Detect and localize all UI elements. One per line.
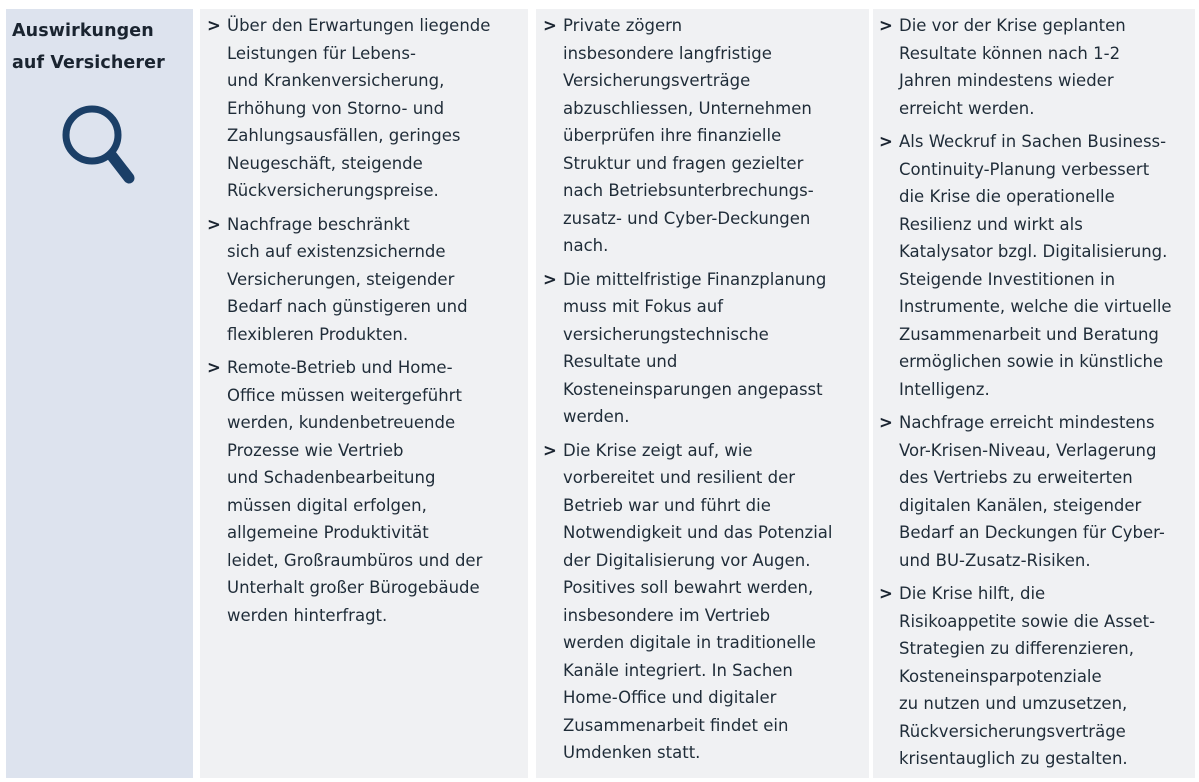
bullet-text-line: werden, kundenbetreuende (227, 413, 456, 432)
bullet-text-line: Resultate können nach 1-2 (899, 43, 1121, 63)
bullet-text-line: nach Betriebsunterbrechungs- (563, 181, 814, 200)
bullet-text-line: erreicht werden. (899, 98, 1035, 118)
bullet-text-line: Remote-Betrieb und Home- (227, 358, 453, 377)
bullet-list (543, 12, 867, 773)
bullet-text-line: Instrumente, welche die virtuelle (899, 297, 1172, 316)
header-column (6, 9, 193, 778)
bullet-text-line: Strategien zu differenzieren, (899, 639, 1135, 658)
bullet-item (879, 580, 1193, 773)
bullet-text-line: digitalen Kanälen, steigender (899, 495, 1142, 515)
bullet-text-line: Zusammenarbeit findet ein (563, 715, 789, 735)
bullet-text-line: Zahlungsausfällen, geringes (227, 126, 461, 145)
bullet-item (879, 409, 1193, 574)
bullet-text-line: Private zögern (563, 16, 683, 35)
bullet-text-line: Risikoappetite sowie die Asset- (899, 611, 1156, 631)
impact-column-1 (200, 9, 528, 778)
bullet-item (207, 354, 527, 629)
bullet-text-line: Unterhalt großer Bürogebäude (227, 578, 480, 597)
bullet-item (207, 12, 527, 205)
bullet-text-line: Nachfrage beschränkt (227, 214, 410, 234)
bullet-text-line: krisentauglich zu gestalten. (899, 749, 1128, 768)
bullet-item (543, 437, 867, 767)
bullet-text-line: Office müssen weitergeführt (227, 385, 462, 405)
bullet-text-line: muss mit Fokus auf (563, 297, 724, 316)
bullet-text-line: Nachfrage erreicht mindestens (899, 413, 1155, 432)
bullet-list (879, 12, 1193, 779)
bullet-text-line: Resilienz und wirkt als (899, 214, 1083, 234)
bullet-marker: > (879, 584, 893, 603)
bullet-text-line: sich auf existenzsichernde (227, 242, 446, 261)
bullet-marker: > (543, 269, 557, 289)
bullet-text-line: nach. (563, 236, 609, 255)
bullet-marker: > (879, 132, 893, 151)
bullet-text-line: Die mittelfristige Finanzplanung (563, 269, 827, 289)
bullet-text-line: Resultate und (563, 352, 678, 371)
bullet-text-line: leidet, Großraumbüros und der (227, 550, 483, 570)
bullet-text-line: und Schadenbearbeitung (227, 468, 436, 487)
bullet-text-line: Versicherungen, steigender (227, 269, 455, 289)
bullet-text-line: Katalysator bzgl. Digitalisierung. (899, 242, 1168, 261)
bullet-text-line: Bedarf nach günstigeren und (227, 297, 468, 316)
bullet-marker: > (543, 440, 557, 460)
bullet-text-line: ermöglichen sowie in künstliche (899, 352, 1164, 371)
bullet-text-line: Rückversicherungspreise. (227, 181, 439, 200)
bullet-item (543, 266, 867, 431)
bullet-text-line: Struktur und fragen gezielter (563, 153, 804, 173)
bullet-marker: > (207, 358, 221, 377)
bullet-text-line: Leistungen für Lebens- (227, 43, 416, 63)
bullet-text-line: Betrieb war und führt die (563, 495, 771, 515)
bullet-text-line: Jahren mindestens wieder (899, 71, 1114, 90)
bullet-text-line: Erhöhung von Storno- und (227, 98, 445, 118)
bullet-text-line: Die Krise zeigt auf, wie (563, 440, 753, 460)
bullet-text-line: die Krise die operationelle (899, 187, 1115, 206)
bullet-text-line: Neugeschäft, steigende (227, 153, 423, 173)
bullet-text-line: versicherungstechnische (563, 324, 769, 344)
bullet-text-line: Bedarf an Deckungen für Cyber- (899, 523, 1165, 542)
bullet-text-line: allgemeine Produktivität (227, 523, 429, 542)
bullet-marker: > (879, 16, 893, 35)
bullet-text-line: Continuity-Planung verbessert (899, 159, 1150, 179)
bullet-text-line: und BU-Zusatz-Risiken. (899, 550, 1091, 570)
bullet-text-line: insbesondere im Vertrieb (563, 605, 771, 625)
bullet-marker: > (879, 413, 893, 432)
bullet-text-line: Versicherungsverträge (563, 71, 751, 90)
bullet-text-line: Über den Erwartungen liegende (227, 16, 491, 35)
bullet-text-line: Umdenken statt. (563, 743, 701, 762)
bullet-text-line: Home-Office und digitaler (563, 688, 777, 707)
bullet-text-line: insbesondere langfristige (563, 43, 772, 63)
bullet-text-line: abzuschliessen, Unternehmen (563, 98, 812, 118)
bullet-text-line: Kosteneinsparpotenziale (899, 666, 1102, 686)
search-icon (58, 101, 142, 191)
bullet-text-line: flexibleren Produkten. (227, 324, 409, 344)
bullet-text-line: Rückversicherungsverträge (899, 721, 1126, 741)
bullet-text-line: und Krankenversicherung, (227, 71, 445, 90)
bullet-marker: > (543, 16, 557, 35)
bullet-text-line: der Digitalisierung vor Augen. (563, 550, 811, 570)
impact-column-2 (536, 9, 869, 778)
bullet-text-line: Prozesse wie Vertrieb (227, 440, 404, 460)
bullet-marker: > (207, 214, 221, 234)
bullet-text-line: Kanäle integriert. In Sachen (563, 660, 793, 680)
bullet-text-line: Kosteneinsparungen angepasst (563, 379, 823, 399)
bullet-text-line: werden. (563, 407, 630, 426)
bullet-text-line: Die vor der Krise geplanten (899, 16, 1126, 35)
bullet-text-line: werden hinterfragt. (227, 605, 388, 625)
bullet-list (207, 12, 527, 635)
bullet-text-line: des Vertriebs zu erweiterten (899, 468, 1133, 487)
bullet-item (879, 12, 1193, 122)
bullet-text-line: Zusammenarbeit und Beratung (899, 324, 1159, 344)
bullet-text-line: Steigende Investitionen in (899, 269, 1116, 289)
bullet-text-line: zusatz- und Cyber-Deckungen (563, 208, 811, 228)
bullet-item (879, 128, 1193, 403)
impact-column-3 (873, 9, 1195, 778)
bullet-marker: > (207, 16, 221, 35)
bullet-text-line: Positives soll bewahrt werden, (563, 578, 814, 597)
bullet-text-line: überprüfen ihre finanzielle (563, 126, 782, 145)
bullet-text-line: Die Krise hilft, die (899, 584, 1046, 603)
bullet-text-line: zu nutzen und umzusetzen, (899, 694, 1128, 713)
bullet-text-line: Intelligenz. (899, 379, 990, 399)
bullet-text-line: müssen digital erfolgen, (227, 495, 427, 515)
bullet-text-line: werden digitale in traditionelle (563, 633, 816, 652)
bullet-item (207, 211, 527, 349)
bullet-text-line: Als Weckruf in Sachen Business- (899, 132, 1167, 151)
bullet-text-line: Notwendigkeit und das Potenzial (563, 523, 833, 542)
bullet-text-line: Vor-Krisen-Niveau, Verlagerung (899, 440, 1157, 460)
bullet-text-line: vorbereitet und resilient der (563, 468, 796, 487)
section-title: Auswirkungen auf Versicherer (12, 21, 165, 73)
bullet-item (543, 12, 867, 260)
